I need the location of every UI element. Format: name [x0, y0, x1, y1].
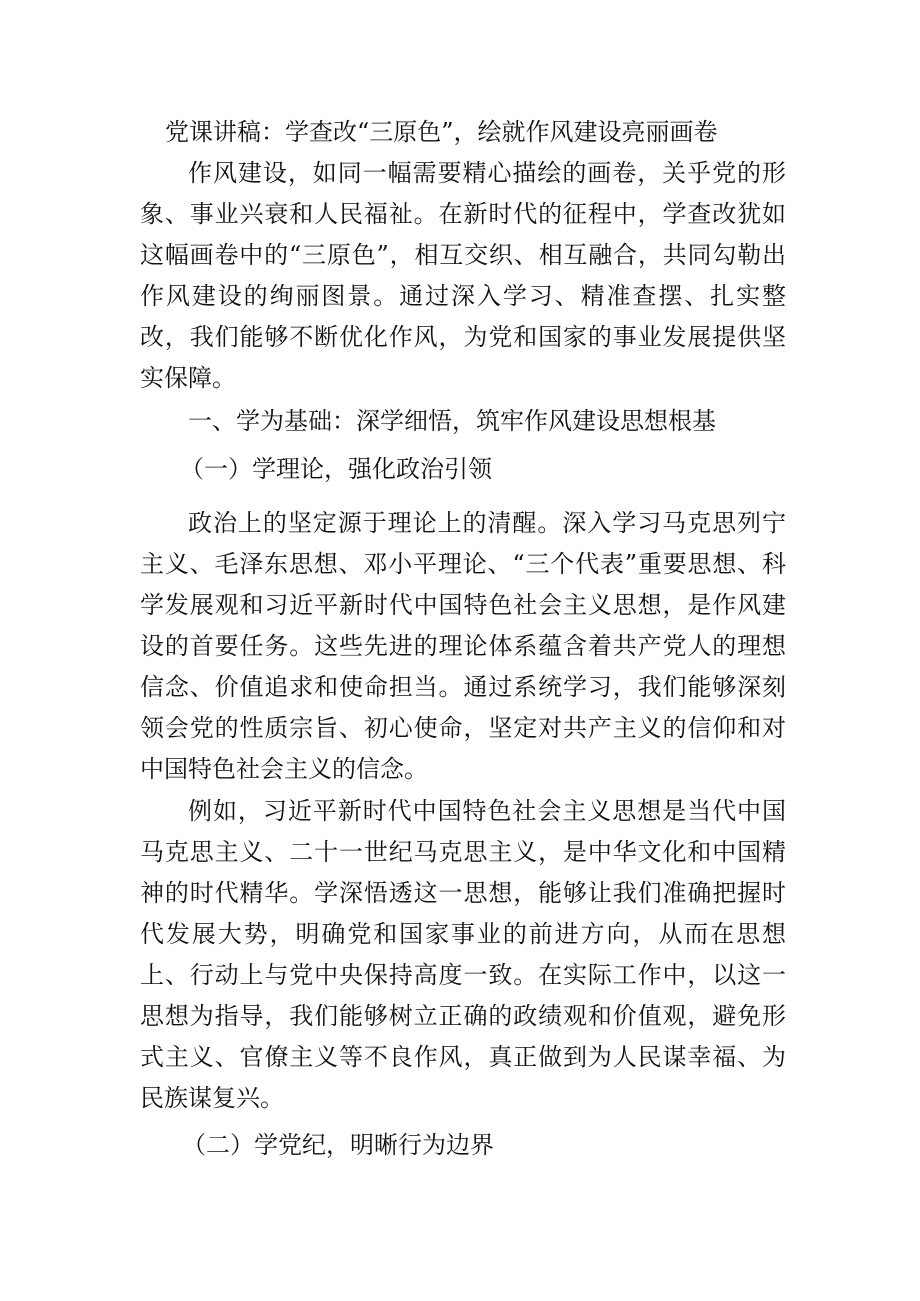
subsection-1-paragraph-1: 政治上的坚定源于理论上的清醒。深入学习马克思列宁主义、毛泽东思想、邓小平理论、“三个代表”重要思想、科学发展观和习近平新时代中国特色社会主义思想，是作风建设的首要任务。这些先进的理论体系蕴含着共产党人的理想信念、价值追求和使命担当。通过系统学习，我们能够深刻领会党的性质宗旨、初心使命，坚定对共产主义的信仰和对中国特色社会主义的信念。 — [140, 509, 786, 783]
subsection-2-heading: （二）学党纪，明晰行为边界 — [182, 1131, 494, 1159]
section-1-heading: 一、学为基础：深学细悟，筑牢作风建设思想根基 — [188, 407, 716, 435]
subsection-1-paragraph-2: 例如，习近平新时代中国特色社会主义思想是当代中国马克思主义、二十一世纪马克思主义，是中华文化和中国精神的时代精华。学深悟透这一思想，能够让我们准确把握时代发展大势，明确党和国家事业的前进方向，从而在思想上、行动上与党中央保持高度一致。在实际工作中，以这一思想为指导，我们能够树立正确的政绩观和价值观，避免形式主义、官僚主义等不良作风，真正做到为人民谋幸福、为民族谋复兴。 — [140, 797, 786, 1112]
document-title: 党课讲稿：学查改“三原色”，绘就作风建设亮丽画卷 — [165, 118, 718, 146]
subsection-1-heading: （一）学理论，强化政治引领 — [180, 455, 492, 483]
intro-paragraph: 作风建设，如同一幅需要精心描绘的画卷，关乎党的形象、事业兴衰和人民福祉。在新时代的征程中，学查改犹如这幅画卷中的“三原色”，相互交织、相互融合，共同勾勒出作风建设的绚丽图景。通过深入学习、精准查摆、扎实整改，我们能够不断优化作风，为党和国家的事业发展提供坚实保障。 — [140, 159, 786, 392]
